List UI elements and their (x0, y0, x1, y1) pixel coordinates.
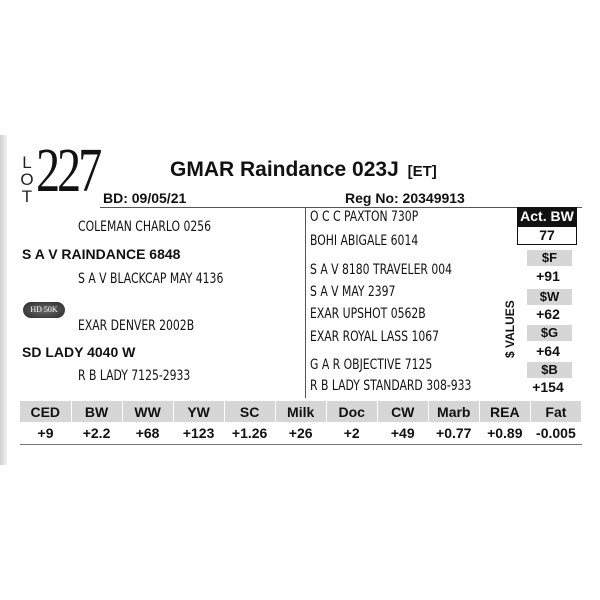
dam: SD LADY 4040 W (22, 344, 136, 360)
epd-value: +9 (20, 422, 71, 445)
pedigree-ancestor: EXAR ROYAL LASS 1067 (310, 329, 440, 345)
act-bw-value: 77 (517, 226, 577, 245)
epd-value: -0.005 (530, 422, 581, 445)
epd-header: Milk (275, 401, 326, 422)
page-edge-shadow (0, 135, 7, 465)
sire-sire: COLEMAN CHARLO 0256 (78, 219, 212, 235)
epd-table (20, 401, 582, 445)
pedigree-divider (305, 208, 306, 398)
lot-number: 227 (36, 137, 100, 205)
pedigree-ancestor: S A V MAY 2397 (310, 284, 396, 300)
sire-dam: S A V BLACKCAP MAY 4136 (78, 271, 224, 287)
dollar-index-value: +91 (536, 268, 560, 284)
epd-value: +1.26 (224, 422, 275, 445)
dollar-index-value: +62 (536, 306, 560, 322)
dam-dam: R B LADY 7125-2933 (78, 368, 191, 384)
epd-value-row (20, 422, 582, 445)
epd-value: +123 (173, 422, 224, 445)
epd-header: YW (173, 401, 224, 422)
epd-value: +0.77 (428, 422, 479, 445)
epd-header: Marb (428, 401, 479, 422)
epd-header: Fat (530, 401, 581, 422)
epd-header: CED (20, 401, 71, 422)
header-divider (100, 207, 582, 208)
epd-value: +68 (122, 422, 173, 445)
registration-number: Reg No: 20349913 (345, 190, 465, 206)
lot-letter: O (20, 170, 34, 189)
dollar-index-value: +64 (536, 343, 560, 359)
lot-letter: L (22, 153, 32, 172)
dollar-index-label: $W (527, 289, 572, 305)
act-bw-label: Act. BW (517, 207, 577, 226)
epd-header: CW (377, 401, 428, 422)
epd-header: SC (224, 401, 275, 422)
epd-header: Doc (326, 401, 377, 422)
pedigree-ancestor: S A V 8180 TRAVELER 004 (310, 262, 453, 278)
lot-letter: T (21, 187, 33, 206)
pedigree-ancestor: R B LADY STANDARD 308-933 (310, 378, 472, 394)
epd-header: REA (479, 401, 530, 422)
dollar-index-value: +154 (532, 379, 564, 395)
dollar-values-axis-label: $ VALUES (503, 300, 517, 358)
et-tag: [ET] (407, 163, 437, 180)
pedigree-ancestor: BOHI ABIGALE 6014 (310, 233, 419, 249)
pedigree-ancestor: O C C PAXTON 730P (310, 209, 419, 225)
animal-name: GMAR Raindance 023J (170, 158, 399, 181)
dollar-index-label: $F (527, 250, 572, 266)
animal-title (170, 158, 437, 182)
epd-value: +0.89 (479, 422, 530, 445)
dollar-index-label: $B (527, 362, 572, 378)
epd-header: BW (71, 401, 122, 422)
pedigree-ancestor: EXAR UPSHOT 0562B (310, 306, 426, 322)
epd-value: +49 (377, 422, 428, 445)
epd-value: +2 (326, 422, 377, 445)
dollar-index-label: $G (527, 325, 572, 341)
birth-date: BD: 09/05/21 (103, 190, 187, 206)
epd-header: WW (122, 401, 173, 422)
epd-value: +2.2 (71, 422, 122, 445)
pedigree-ancestor: G A R OBJECTIVE 7125 (310, 357, 433, 373)
epd-value: +26 (275, 422, 326, 445)
epd-header-row (20, 401, 582, 422)
sire: S A V RAINDANCE 6848 (22, 246, 181, 262)
lot-label (20, 154, 34, 205)
genomic-badge: HD 50K (23, 302, 65, 318)
dam-sire: EXAR DENVER 2002B (78, 318, 195, 334)
